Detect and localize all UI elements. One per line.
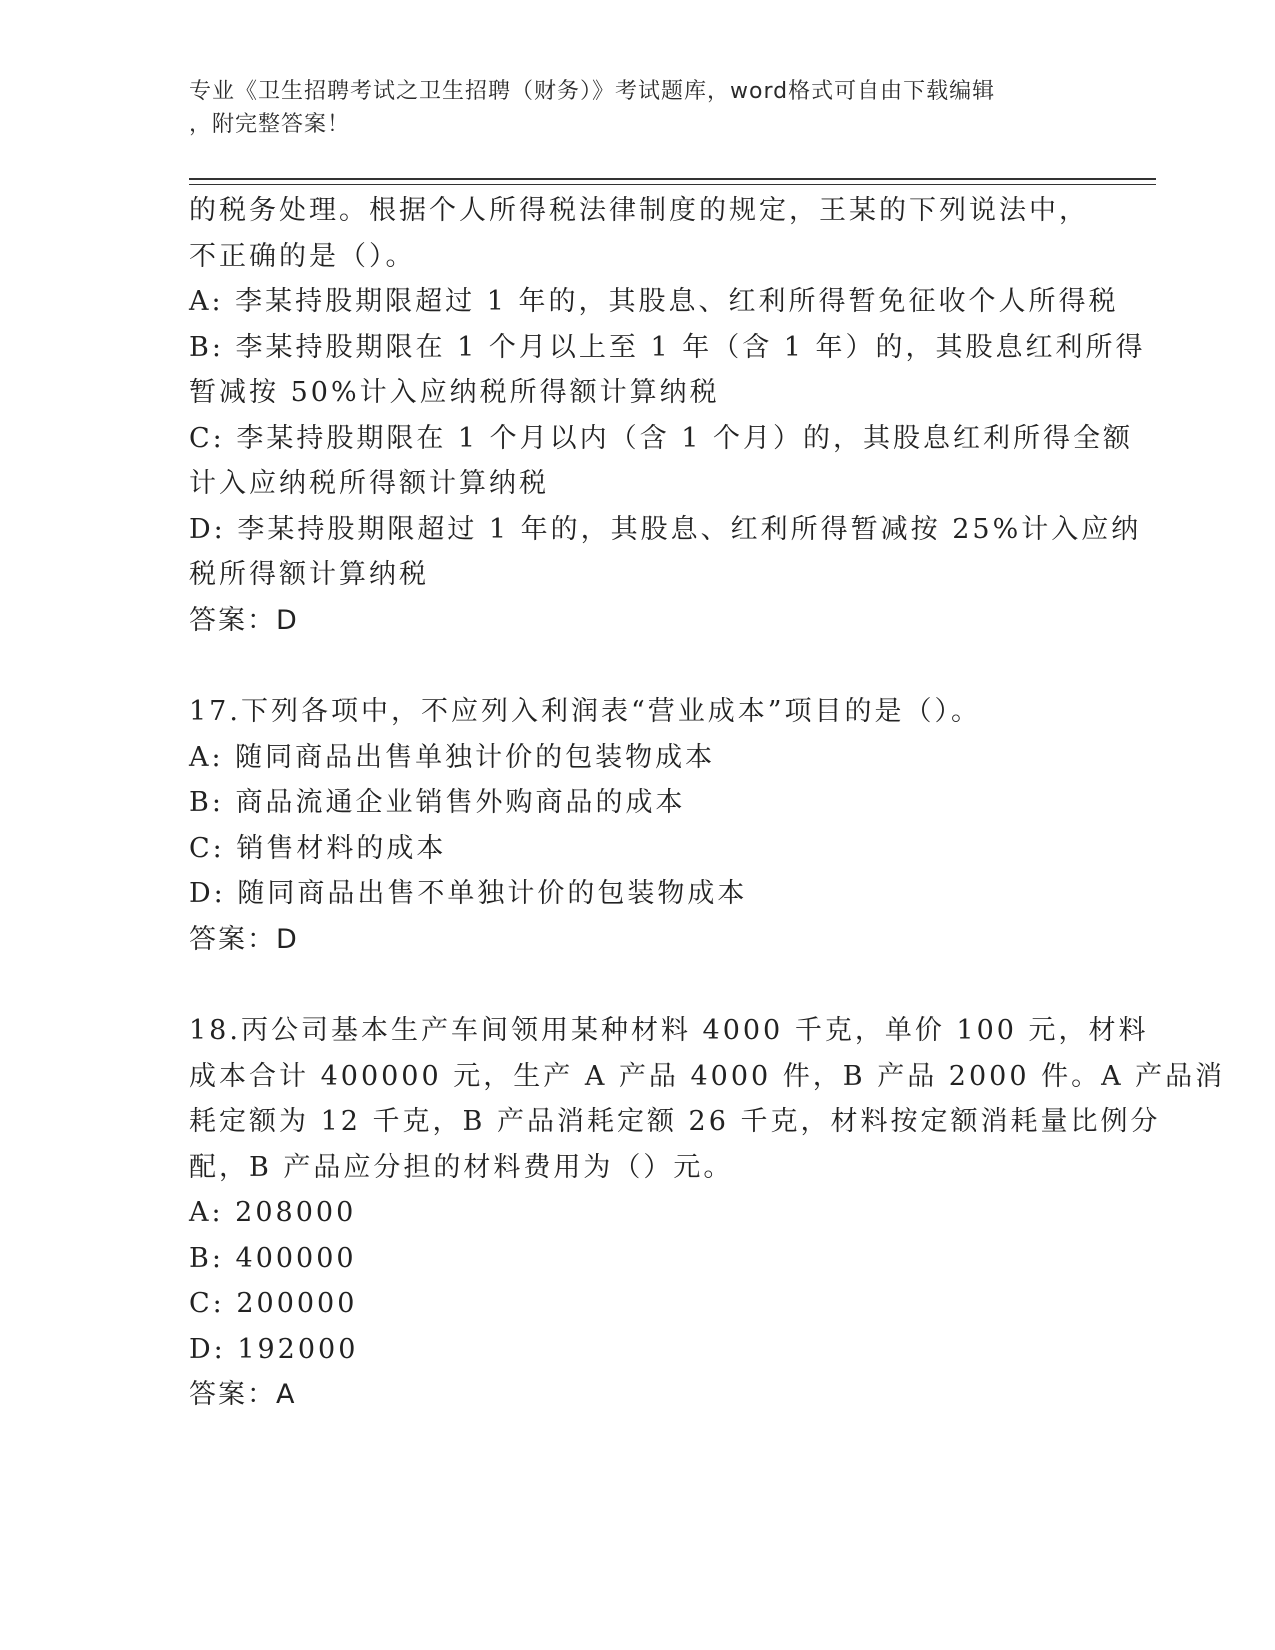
question-stem-line: 耗定额为 12 千克，B 产品消耗定额 26 千克，材料按定额消耗量比例分 bbox=[189, 1106, 1161, 1137]
question-stem-line: 不正确的是（）。 bbox=[189, 240, 416, 272]
option-d: D: 192000 bbox=[189, 1333, 359, 1365]
option-d: D: 李某持股期限超过 1 年的，其股息、红利所得暂减按 25%计入应纳 bbox=[189, 513, 1142, 545]
answer-label: 答案：D bbox=[189, 604, 299, 636]
header-divider-thick bbox=[189, 178, 1156, 180]
option-d: D: 随同商品出售不单独计价的包装物成本 bbox=[189, 878, 748, 909]
question-18 bbox=[189, 1008, 1226, 1418]
header-divider-thin bbox=[189, 184, 1156, 185]
spacer bbox=[189, 962, 1089, 1008]
page-header bbox=[189, 75, 1089, 141]
header-line-1: 专业《卫生招聘考试之卫生招聘（财务）》考试题库，word格式可自由下载编辑 bbox=[189, 79, 996, 104]
question-stem-line: 成本合计 400000 元，生产 A 产品 4000 件，B 产品 2000 件。A 产品消 bbox=[189, 1060, 1226, 1092]
answer-label: 答案：A bbox=[189, 1379, 297, 1410]
question-stem-line: 配，B 产品应分担的材料费用为（）元。 bbox=[189, 1151, 734, 1183]
option-b: B: 李某持股期限在 1 个月以上至 1 年（含 1 年）的，其股息红利所得 bbox=[189, 331, 1146, 363]
option-c-cont: 计入应纳税所得额计算纳税 bbox=[189, 468, 549, 499]
option-a: A: 李某持股期限超过 1 年的，其股息、红利所得暂免征收个人所得税 bbox=[189, 286, 1119, 317]
option-b-cont: 暂减按 50%计入应纳税所得额计算纳税 bbox=[189, 377, 720, 408]
option-c: C: 销售材料的成本 bbox=[189, 832, 447, 864]
question-stem-line: 的税务处理。根据个人所得税法律制度的规定，王某的下列说法中， bbox=[189, 195, 1089, 226]
question-16 bbox=[189, 188, 1146, 643]
question-stem-line: 18.丙公司基本生产车间领用某种材料 4000 千克，单价 100 元，材料 bbox=[189, 1015, 1149, 1046]
option-b: B: 400000 bbox=[189, 1242, 357, 1274]
option-d-cont: 税所得额计算纳税 bbox=[189, 559, 429, 590]
option-a: A: 208000 bbox=[189, 1197, 357, 1228]
answer-label: 答案：D bbox=[189, 923, 299, 955]
question-stem-line: 17.下列各项中，不应列入利润表“营业成本”项目的是（）。 bbox=[189, 696, 982, 727]
question-17 bbox=[189, 689, 1089, 962]
spacer bbox=[189, 643, 1089, 689]
option-c: C: 200000 bbox=[189, 1288, 358, 1319]
option-a: A: 随同商品出售单独计价的包装物成本 bbox=[189, 741, 716, 773]
header-line-2: ，附完整答案！ bbox=[189, 112, 351, 137]
option-b: B: 商品流通企业销售外购商品的成本 bbox=[189, 787, 686, 818]
question-list bbox=[189, 188, 1226, 1418]
option-c: C: 李某持股期限在 1 个月以内（含 1 个月）的，其股息红利所得全额 bbox=[189, 422, 1134, 454]
